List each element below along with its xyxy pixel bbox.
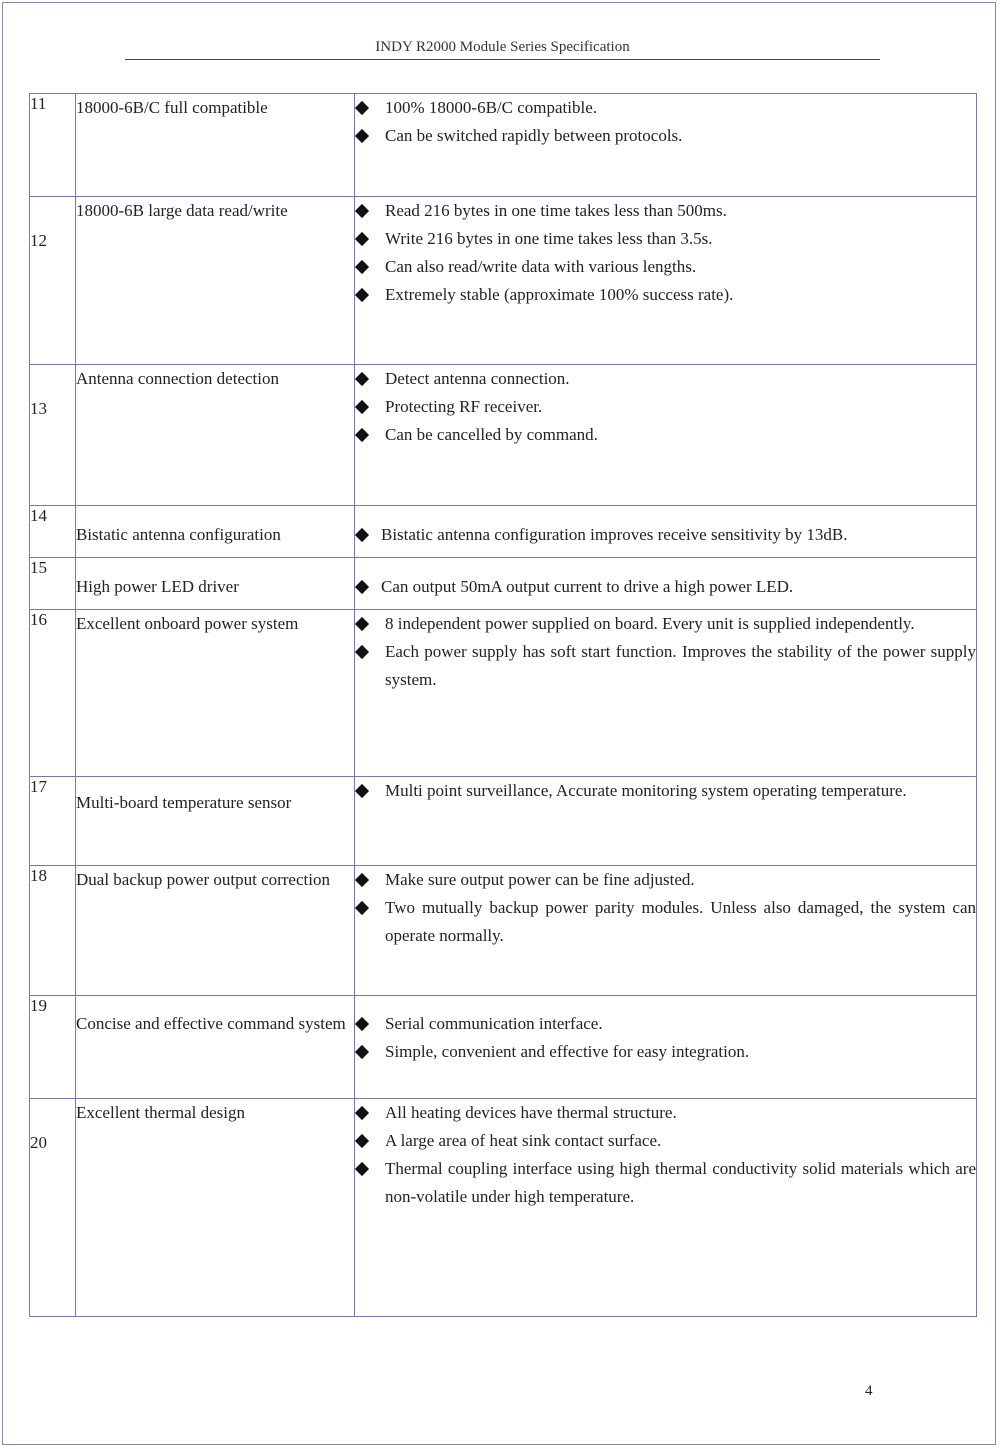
- diamond-bullet-icon: [355, 1162, 369, 1176]
- feature-name: High power LED driver: [76, 558, 355, 610]
- list-item: Serial communication interface.: [355, 1010, 976, 1038]
- list-item: Detect antenna connection.: [355, 365, 976, 393]
- diamond-bullet-icon: [355, 129, 369, 143]
- diamond-bullet-icon: [355, 400, 369, 414]
- list-item: Can be switched rapidly between protocols.: [355, 122, 976, 150]
- row-number: 11: [30, 94, 76, 197]
- table-row: [30, 866, 977, 996]
- list-item: Bistatic antenna configuration improves receive sensitivity by 13dB.: [355, 521, 976, 549]
- row-number: 17: [30, 777, 76, 866]
- table-row: [30, 365, 977, 506]
- list-item: Write 216 bytes in one time takes less than 3.5s.: [355, 225, 976, 253]
- feature-description: [355, 777, 977, 866]
- diamond-bullet-icon: [355, 101, 369, 115]
- diamond-bullet-icon: [355, 260, 369, 274]
- feature-description: [355, 558, 977, 610]
- header-rule: [125, 59, 880, 60]
- diamond-bullet-icon: [355, 873, 369, 887]
- table-row: [30, 197, 977, 365]
- feature-name: Multi-board temperature sensor: [76, 777, 355, 866]
- feature-name: Dual backup power output correction: [76, 866, 355, 996]
- feature-description: [355, 610, 977, 777]
- list-item: Protecting RF receiver.: [355, 393, 976, 421]
- row-number: 18: [30, 866, 76, 996]
- row-number: 14: [30, 506, 76, 558]
- feature-name: Bistatic antenna configuration: [76, 506, 355, 558]
- feature-description: [355, 506, 977, 558]
- feature-name: 18000-6B/C full compatible: [76, 94, 355, 197]
- diamond-bullet-icon: [355, 528, 369, 542]
- list-item: Simple, convenient and effective for easy integration.: [355, 1038, 976, 1066]
- list-item: Can be cancelled by command.: [355, 421, 976, 449]
- list-item: Can output 50mA output current to drive a high power LED.: [355, 573, 976, 601]
- feature-description: [355, 94, 977, 197]
- diamond-bullet-icon: [355, 1017, 369, 1031]
- diamond-bullet-icon: [355, 288, 369, 302]
- list-item: All heating devices have thermal structure.: [355, 1099, 976, 1127]
- table-row: [30, 558, 977, 610]
- diamond-bullet-icon: [355, 204, 369, 218]
- list-item: 100% 18000-6B/C compatible.: [355, 94, 976, 122]
- table-row: [30, 610, 977, 777]
- row-number: 15: [30, 558, 76, 610]
- diamond-bullet-icon: [355, 1134, 369, 1148]
- row-number: 19: [30, 996, 76, 1099]
- diamond-bullet-icon: [355, 784, 369, 798]
- feature-name: Excellent thermal design: [76, 1099, 355, 1317]
- diamond-bullet-icon: [355, 1045, 369, 1059]
- feature-name: Concise and effective command system: [76, 996, 355, 1099]
- row-number: 12: [30, 197, 76, 365]
- page-header-title: INDY R2000 Module Series Specification: [375, 39, 630, 55]
- diamond-bullet-icon: [355, 372, 369, 386]
- row-number: 20: [30, 1099, 76, 1317]
- list-item: Two mutually backup power parity modules. Unless also damaged, the system can operate normally.: [355, 894, 976, 950]
- table-row: [30, 996, 977, 1099]
- list-item: Extremely stable (approximate 100% success rate).: [355, 281, 976, 309]
- list-item: Each power supply has soft start function. Improves the stability of the power supply system.: [355, 638, 976, 694]
- row-number: 16: [30, 610, 76, 777]
- diamond-bullet-icon: [355, 617, 369, 631]
- row-number: 13: [30, 365, 76, 506]
- list-item: Thermal coupling interface using high thermal conductivity solid materials which are non-volatile under high temperature.: [355, 1155, 976, 1211]
- diamond-bullet-icon: [355, 901, 369, 915]
- diamond-bullet-icon: [355, 428, 369, 442]
- list-item: Can also read/write data with various lengths.: [355, 253, 976, 281]
- list-item: Multi point surveillance, Accurate monitoring system operating temperature.: [355, 777, 976, 805]
- feature-name: Antenna connection detection: [76, 365, 355, 506]
- list-item: Read 216 bytes in one time takes less than 500ms.: [355, 197, 976, 225]
- feature-description: [355, 197, 977, 365]
- document-page: [2, 2, 996, 1445]
- feature-description: [355, 996, 977, 1099]
- diamond-bullet-icon: [355, 1106, 369, 1120]
- feature-description: [355, 1099, 977, 1317]
- diamond-bullet-icon: [355, 232, 369, 246]
- list-item: A large area of heat sink contact surface.: [355, 1127, 976, 1155]
- page-number: 4: [865, 1383, 873, 1399]
- list-item: 8 independent power supplied on board. Every unit is supplied independently.: [355, 610, 976, 638]
- table-row: [30, 506, 977, 558]
- feature-table: [29, 93, 977, 1317]
- diamond-bullet-icon: [355, 645, 369, 659]
- diamond-bullet-icon: [355, 580, 369, 594]
- feature-description: [355, 365, 977, 506]
- table-row: [30, 1099, 977, 1317]
- feature-name: 18000-6B large data read/write: [76, 197, 355, 365]
- table-row: [30, 94, 977, 197]
- feature-name: Excellent onboard power system: [76, 610, 355, 777]
- table-row: [30, 777, 977, 866]
- feature-description: [355, 866, 977, 996]
- list-item: Make sure output power can be fine adjusted.: [355, 866, 976, 894]
